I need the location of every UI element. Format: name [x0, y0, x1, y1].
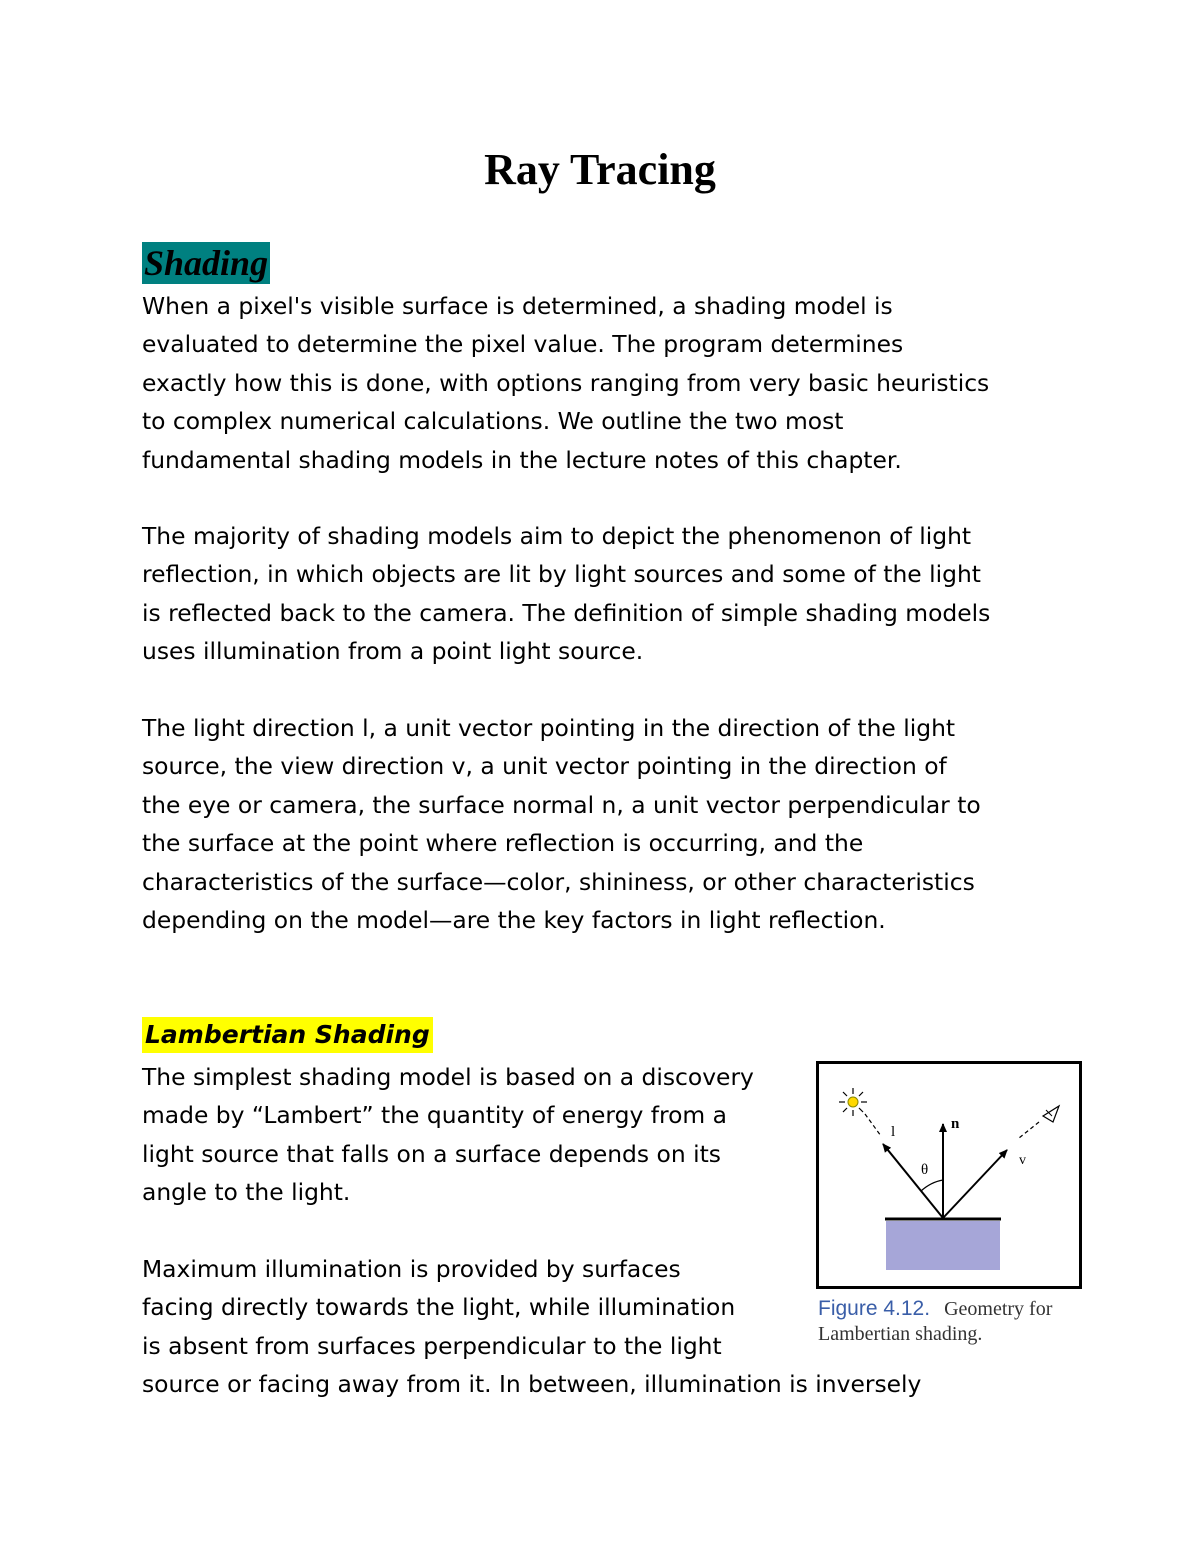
- view-ray-dashed: [1019, 1122, 1039, 1138]
- text-line: Maximum illumination is provided by surfaces: [142, 1255, 681, 1283]
- text-line: uses illumination from a point light source.: [142, 637, 644, 666]
- text-line: light source that falls on a surface depends on its: [142, 1139, 721, 1168]
- text-line: depending on the model—are the key factors in light reflection.: [142, 906, 886, 935]
- text-line: reflection, in which objects are lit by light sources and some of the light: [142, 560, 981, 589]
- text-line: is reflected back to the camera. The definition of simple shading models: [142, 598, 991, 627]
- page-title: Ray Tracing: [484, 145, 716, 194]
- text-line: the surface at the point where reflection is occurring, and the: [142, 829, 864, 858]
- figure-number: Figure 4.12.: [818, 1297, 931, 1320]
- label-n: n: [951, 1116, 960, 1132]
- text-line: The simplest shading model is based on a discovery: [142, 1063, 754, 1091]
- text-line: to complex numerical calculations. We outline the two most: [142, 407, 844, 436]
- text-line: fundamental shading models in the lecture notes of this chapter.: [142, 445, 902, 474]
- view-vector-arrow: [943, 1150, 1007, 1218]
- text-line: characteristics of the surface—color, shininess, or other characteristics: [142, 867, 975, 896]
- theta-arc: [921, 1180, 943, 1191]
- text-line: angle to the light.: [142, 1178, 351, 1207]
- paragraph-shading-factors: [142, 709, 1082, 939]
- paragraph-lambertian-illumination: [142, 1250, 802, 1365]
- paragraph-shading-reflection: [142, 517, 1082, 671]
- paragraph-shading-intro: [142, 287, 1082, 479]
- figure-caption: [818, 1296, 1118, 1347]
- section-heading-lambertian: Lambertian Shading: [142, 1017, 433, 1053]
- text-line: evaluated to determine the pixel value. The program determines: [142, 330, 904, 359]
- paragraph-lambertian-continued: [142, 1365, 1082, 1403]
- paragraph-lambertian-intro: [142, 1058, 802, 1212]
- text-line: The majority of shading models aim to depict the phenomenon of light: [142, 522, 972, 550]
- section-heading-shading: Shading: [144, 243, 269, 283]
- text-line: the eye or camera, the surface normal n, a unit vector perpendicular to: [142, 790, 981, 819]
- text-line: is absent from surfaces perpendicular to the light: [142, 1331, 722, 1360]
- label-v: v: [1019, 1153, 1026, 1168]
- text-line: source or facing away from it. In between, illumination is inversely: [142, 1370, 922, 1398]
- lambertian-geometry-diagram: [819, 1064, 1079, 1286]
- figure-caption-line1: Geometry for: [944, 1298, 1053, 1320]
- lambertian-geometry-figure: [816, 1061, 1082, 1289]
- label-l: l: [891, 1124, 896, 1140]
- text-line: The light direction l, a unit vector pointing in the direction of the light: [142, 714, 956, 742]
- text-line: facing directly towards the light, while illumination: [142, 1293, 736, 1322]
- text-line: exactly how this is done, with options ranging from very basic heuristics: [142, 368, 990, 397]
- text-line: made by “Lambert” the quantity of energy from a: [142, 1101, 727, 1130]
- text-line: source, the view direction v, a unit vector pointing in the direction of: [142, 752, 947, 781]
- light-ray-dashed: [865, 1114, 881, 1136]
- surface-block: [886, 1221, 1000, 1270]
- label-theta: θ: [921, 1162, 929, 1178]
- light-source-icon: [839, 1088, 867, 1116]
- eye-icon: [1043, 1106, 1059, 1122]
- figure-caption-line2: Lambertian shading.: [818, 1323, 983, 1345]
- light-vector-arrow: [883, 1144, 943, 1218]
- text-line: When a pixel's visible surface is determined, a shading model is: [142, 292, 893, 320]
